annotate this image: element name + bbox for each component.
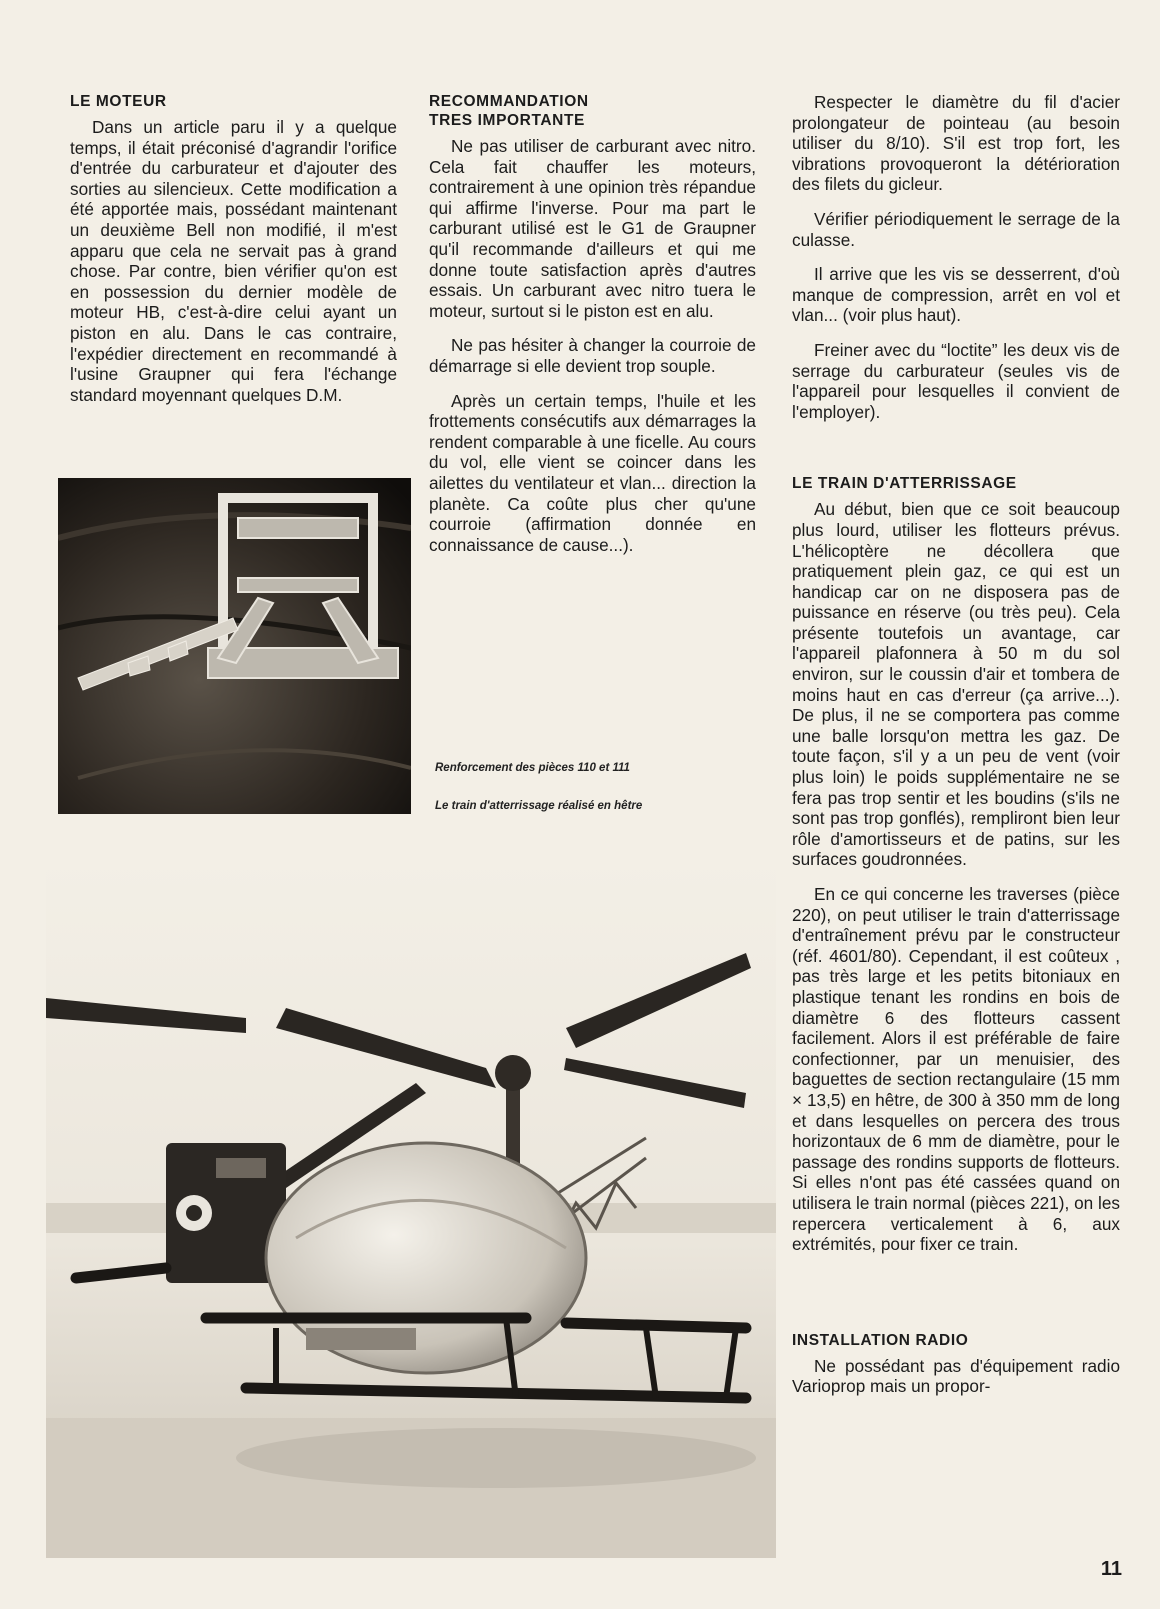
caption-reinforcement: Renforcement des pièces 110 et 111 <box>435 762 630 774</box>
paragraph: Respecter le diamètre du fil d'acier prolongateur de pointeau (au besoin utiliser du 8/10). S'il est trop fort, les vibrations provoqueront la détérioration des filets du gicleur. <box>792 92 1120 195</box>
caption-landing-gear: Le train d'atterrissage réalisé en hêtre <box>435 800 643 812</box>
paragraph: Ne possédant pas d'équipement radio Varioprop mais un propor- <box>792 1355 1120 1397</box>
column-3 <box>792 92 1120 1411</box>
paragraph: Après un certain temps, l'huile et les frottements consécutifs aux démarrages la rendent comparable à une ficelle. Au cours du vol, elle vient se coincer dans les ailettes du ventilateur et vlan... direction la planète. Ca coûte plus cher qu'une courroie (affirmation donnée en connaissance de cause...). <box>429 390 756 555</box>
page-number: 11 <box>1100 1558 1122 1580</box>
section-heading-radio: INSTALLATION RADIO <box>792 1331 969 1349</box>
paragraph: Au début, bien que ce soit beaucoup plus lourd, utiliser les flotteurs prévus. L'hélicoptère ne décollera que pratiquement plein gaz, ce qui est un handicap car on ne disposera pas de puissance en réserve (ou très peu). Cela présente toutefois un avantage, car l'appareil plafonnera à 50 m du sol environ, sur le coussin d'air et tombera de moins haut en cas d'erreur (ça arrive...). De plus, il ne se comportera pas comme une balle lorsqu'on mettra les gaz. De toute façon, s'il y a un peu de vent (voir plus loin) le poids supplémentaire ne se fera pas trop sentir et les boudins (s'ils ne sont pas trop gonflés), rempliront bien leur rôle d'amortisseurs et de patins, sur les surfaces goudronnées. <box>792 499 1120 870</box>
column-2 <box>429 92 756 569</box>
paragraph: En ce qui concerne les traverses (pièce 220), on peut utiliser le train d'atterrissage d'entraînement prévu par le constructeur (réf. 4601/80). Cependant, il est coûteux , pas très large et les petits bitoniaux en plastique tenant les rondins en bois de diamètre 6 des flotteurs cassent facilement. Alors il est préférable de faire confectionner, par un menuisier, des baguettes de section rectangulaire (15 mm × 13,5) en hêtre, de 300 à 350 mm de long et dans lesquelles on percera des trous horizontaux de 6 mm de diamètre, pour le passage des rondins supports de flotteurs. Si elles n'ont pas été cassées quand on utilisera le train normal (pièces 221), on les repercera verticalement à 6, aux extrémités, pour fixer ce train. <box>792 884 1120 1255</box>
heading-line-1: RECOMMANDATION <box>429 93 589 110</box>
paragraph: Il arrive que les vis se desserrent, d'où manque de compression, arrêt en vol et vlan... (voir plus haut). <box>792 264 1120 326</box>
paragraph: Vérifier périodiquement le serrage de la culasse. <box>792 208 1120 250</box>
section-heading-train: LE TRAIN D'ATTERRISSAGE <box>792 475 1017 493</box>
section-heading-recommandation <box>429 92 756 130</box>
photo-helicopter <box>46 858 776 1558</box>
paragraph: Dans un article paru il y a quelque temps, il était préconisé d'agrandir l'orifice d'entrée du carburateur et d'ajouter des sorties au silencieux. Cette modification a été apportée mais, possédant maintenant un deuxième Bell non modifié, il m'est apparu que cela ne servait pas à grand chose. Par contre, bien vérifier qu'on est en possession du dernier modèle de moteur HB, c'est-à-dire celui ayant un piston en alu. Dans le cas contraire, l'expédier directement en recommandé à l'usine Graupner qui fera l'échange standard moyennant quelques D.M. <box>70 117 397 405</box>
section-heading-moteur: LE MOTEUR <box>70 93 167 110</box>
paragraph: Ne pas hésiter à changer la courroie de démarrage si elle devient trop souple. <box>429 335 756 376</box>
heading-line-2: TRES IMPORTANTE <box>429 112 585 129</box>
paragraph: Freiner avec du “loctite” les deux vis de serrage du carburateur (seules vis de l'appareil pour lesquelles il convient de l'employer). <box>792 339 1120 422</box>
photo-reinforced-parts <box>58 478 411 814</box>
paragraph: Ne pas utiliser de carburant avec nitro. Cela fait chauffer les moteurs, contrairement à une opinion très répandue qui affirme l'inverse. Pour ma part le carburant utilisé est le G1 de Graupner qu'il recommande d'ailleurs et qui me donne toute satisfaction après d'autres essais. Un carburant avec nitro tuera le moteur, surtout si le piston est en alu. <box>429 136 756 321</box>
